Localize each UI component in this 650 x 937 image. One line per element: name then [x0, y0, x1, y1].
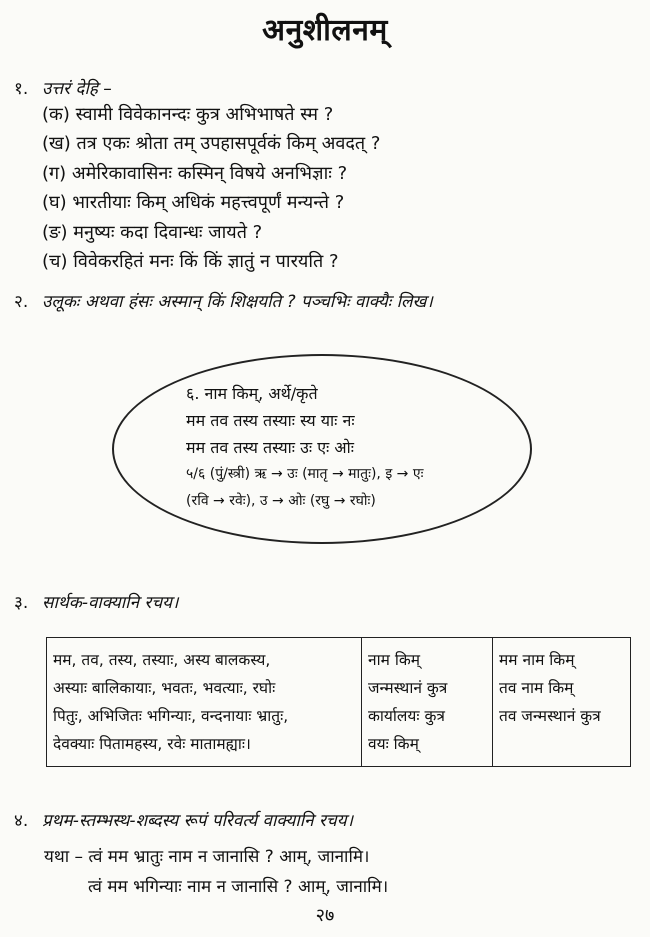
grammar-note-line: ५/६ (पुं/स्त्री) ऋ → उः (मातृ → मातुः), इ → एः — [186, 466, 424, 482]
question-1-text: उत्तरं देहि – — [42, 79, 112, 99]
table-cell: तव नाम किम् — [499, 679, 574, 697]
table-cell: वयः किम् — [368, 735, 419, 753]
question-4-heading — [14, 808, 353, 831]
question-4-number: ४. — [14, 811, 29, 831]
table-cell: तव जन्मस्थानं कुत्र — [499, 707, 601, 725]
question-1-list — [42, 100, 380, 276]
question-2-text: उलूकः अथवा हंसः अस्मान् किं शिक्षयति ? पञ्चभिः वाक्यैः लिख। — [42, 292, 433, 312]
question-2-number: २. — [14, 292, 29, 312]
list-item: (क) स्वामी विवेकानन्दः कुत्र अभिभाषते स्म ? — [42, 104, 334, 125]
page-title: अनुशीलनम् — [262, 13, 388, 48]
table-cell: मम, तव, तस्य, तस्याः, अस्य बालकस्य, — [53, 651, 271, 669]
table-cell: कार्यालयः कुत्र — [368, 707, 445, 725]
list-item: (ग) अमेरिकावासिनः कस्मिन् विषये अनभिज्ञाः ? — [42, 162, 348, 184]
question-3-text: सार्थक-वाक्यानि रचय। — [42, 593, 179, 613]
table-cell: नाम किम् — [368, 651, 421, 669]
question-3-heading — [14, 590, 178, 613]
list-item: (ख) तत्र एकः श्रोता तम् उपहासपूर्वकं किम् अवदत् ? — [42, 133, 381, 155]
grammar-note-text — [186, 380, 423, 515]
word-table — [46, 637, 631, 767]
list-item: (घ) भारतीयाः किम् अधिकं महत्त्वपूर्णं मन्यन्ते ? — [42, 192, 345, 214]
grammar-note-line: (रवि → रवेः), उ → ओः (रघु → रघोः) — [186, 493, 376, 509]
table-cell: जन्मस्थानं कुत्र — [368, 679, 448, 697]
example-line: त्वं मम भगिन्याः नाम न जानासि ? आम्, जानामि। — [88, 877, 389, 897]
table-cell: देवक्याः पितामहस्य, रवेः मातामह्याः। — [53, 735, 251, 753]
table-column-words — [47, 638, 362, 767]
question-4-text: प्रथम-स्तम्भस्थ-शब्दस्य रूपं परिवर्त्य वाक्यानि रचय। — [42, 811, 354, 831]
question-1-number: १. — [14, 79, 29, 99]
question-4-example — [44, 842, 388, 902]
page-number: २७ — [315, 905, 335, 926]
example-line: यथा – त्वं मम भ्रातुः नाम न जानासि ? आम्, जानामि। — [44, 847, 370, 867]
grammar-note-line: मम तव तस्य तस्याः उः एः ओः — [186, 438, 354, 457]
question-2-heading — [14, 289, 433, 312]
question-1-heading — [14, 76, 112, 99]
table-column-phrases — [362, 638, 493, 767]
table-cell: पितुः, अभिजितः भगिन्याः, वन्दनायाः भ्रातुः, — [53, 707, 289, 725]
table-cell: मम नाम किम् — [499, 651, 575, 669]
list-item: (च) विवेकरहितं मनः किं किं ज्ञातुं न पारयति ? — [42, 250, 339, 272]
list-item: (ङ) मनुष्यः कदा दिवान्धः जायते ? — [42, 221, 263, 243]
grammar-note-line: मम तव तस्य तस्याः स्य याः नः — [186, 411, 355, 430]
question-3-number: ३. — [14, 593, 29, 613]
table-row — [47, 638, 631, 767]
table-cell: अस्याः बालिकायाः, भवतः, भवत्याः, रघोः — [53, 679, 276, 697]
table-column-examples — [493, 638, 631, 767]
grammar-note-line: ६. नाम किम्, अर्थे/कृते — [186, 384, 318, 403]
